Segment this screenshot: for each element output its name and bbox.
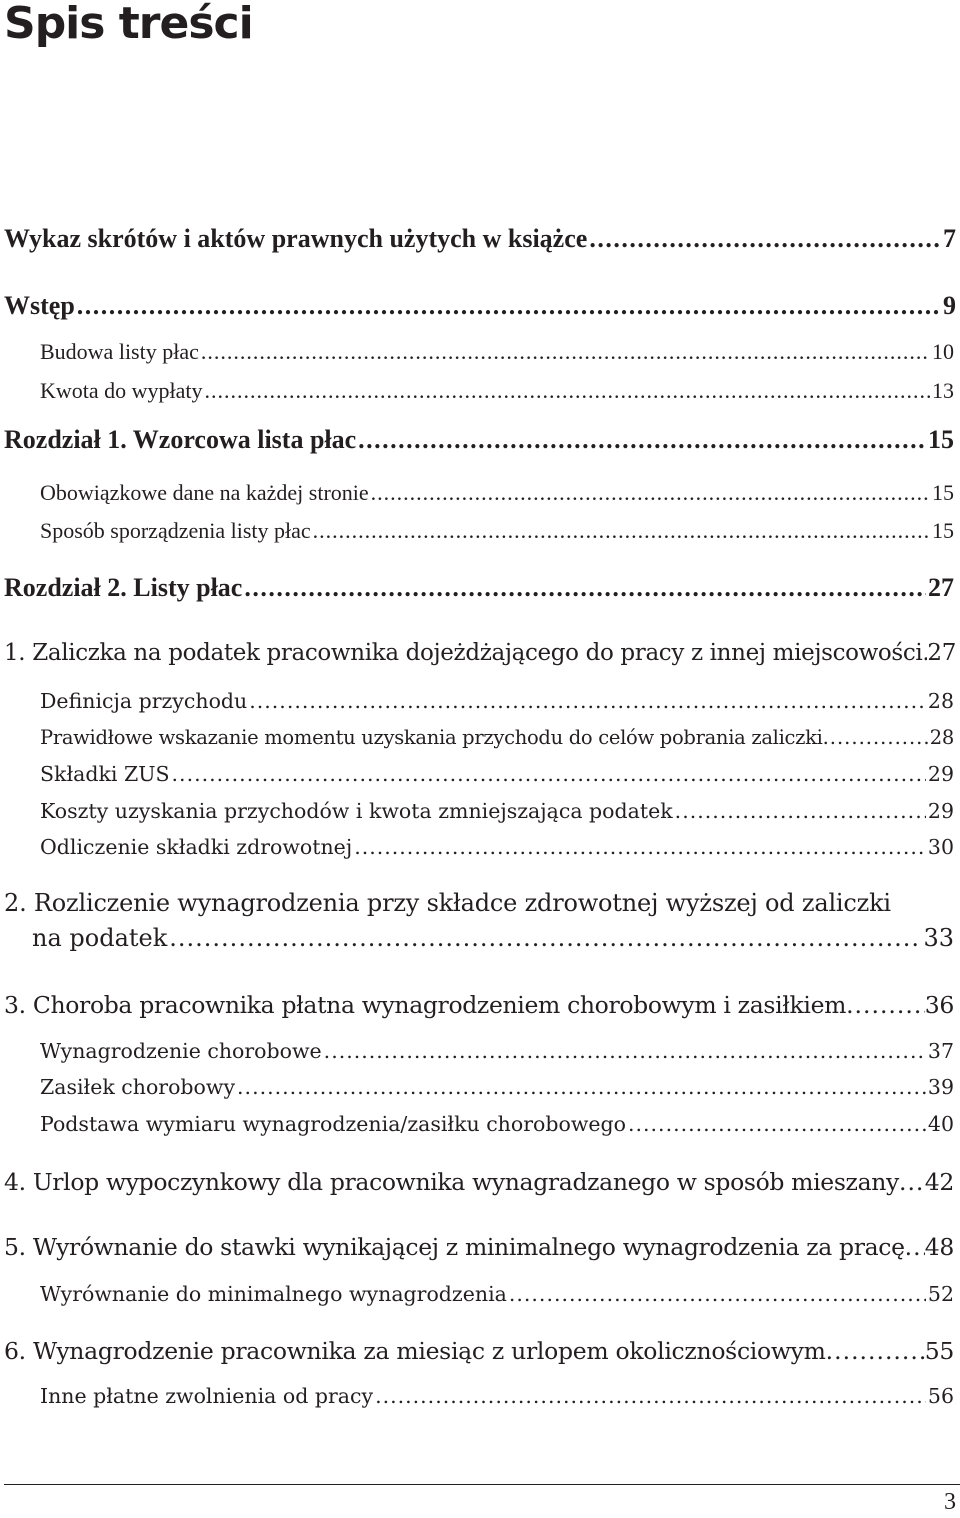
toc-leader-dots: [899, 1169, 925, 1196]
toc-entry-label: Kwota do wypłaty: [40, 378, 203, 403]
toc-entry-label: Rozdział 2. Listy płac: [4, 573, 243, 602]
toc-entry[interactable]: [4, 224, 956, 254]
toc-entry[interactable]: [40, 518, 954, 543]
toc-entry-page: 15: [932, 518, 954, 543]
toc-entry-label: Sposób sporządzenia listy płac: [40, 518, 311, 543]
toc-entry[interactable]: [32, 925, 954, 953]
page-number: 3: [944, 1489, 956, 1515]
toc-entry-label: Wykaz skrótów i aktów prawnych użytych w książce: [4, 224, 588, 253]
toc-entry-page: 55: [924, 1338, 954, 1365]
toc-entry-page: 39: [927, 1076, 954, 1099]
toc-leader-dots: [313, 518, 930, 543]
toc-leader-dots: [905, 1234, 925, 1261]
toc-leader-dots: [371, 480, 930, 505]
toc-entry-page: 52: [927, 1283, 954, 1306]
toc-entry[interactable]: [4, 1338, 954, 1365]
toc-entry-page: 15: [928, 425, 954, 454]
toc-entry[interactable]: [40, 800, 954, 824]
toc-entry-label: Wstęp: [4, 291, 75, 320]
toc-entry-label: Koszty uzyskania przychodów i kwota zmniejszająca podatek: [40, 800, 673, 823]
toc-leader-dots: [675, 800, 926, 824]
toc-leader-dots: [846, 992, 925, 1019]
toc-entry-label: Inne płatne zwolnienia od pracy: [40, 1385, 374, 1408]
toc-entry[interactable]: [40, 480, 954, 505]
toc-entry-page: 56: [927, 1385, 954, 1408]
toc-leader-dots: [823, 727, 930, 749]
toc-entry[interactable]: [40, 1040, 954, 1064]
toc-leader-dots: [589, 224, 941, 254]
toc-leader-dots: [354, 836, 926, 860]
toc-entry-label: Odliczenie składki zdrowotnej: [40, 836, 353, 859]
toc-entry-label: Definicja przychodu: [40, 690, 248, 713]
footer-divider: [4, 1484, 960, 1485]
toc-entry-label: Prawidłowe wskazanie momentu uzyskania przychodu do celów pobrania zaliczki: [40, 727, 823, 749]
toc-entry-page: 42: [924, 1169, 954, 1196]
toc-leader-dots: [237, 1076, 926, 1100]
toc-entry-page: 29: [927, 763, 954, 786]
toc-leader-dots: [244, 573, 926, 603]
toc-entry-page: 7: [943, 224, 956, 253]
toc-leader-dots: [375, 1385, 926, 1409]
toc-entry-page: 37: [927, 1040, 954, 1063]
toc-entry-page: 27: [928, 573, 954, 602]
toc-entry[interactable]: [4, 1234, 954, 1261]
toc-entry-label: Wyrównanie do minimalnego wynagrodzenia: [40, 1283, 507, 1306]
toc-entry-label: Wynagrodzenie chorobowe: [40, 1040, 322, 1063]
toc-entry[interactable]: [40, 1385, 954, 1409]
toc-entry[interactable]: [40, 763, 954, 787]
toc-entry-page: 36: [924, 992, 954, 1019]
toc-leader-dots: [172, 763, 926, 787]
toc-entry[interactable]: [40, 1113, 954, 1137]
toc-leader-dots: [628, 1113, 926, 1137]
toc-entry-page: 40: [927, 1113, 954, 1136]
toc-entry[interactable]: [4, 640, 956, 666]
toc-entry-page: 28: [927, 690, 954, 713]
toc-entry[interactable]: [4, 1169, 954, 1196]
toc-entry-label: Zasiłek chorobowy: [40, 1076, 236, 1099]
toc-entry-page: 28: [929, 727, 954, 749]
toc-entry[interactable]: [40, 836, 954, 860]
toc-entry-label: Obowiązkowe dane na każdej stronie: [40, 480, 369, 505]
toc-leader-dots: [509, 1283, 926, 1307]
toc-entry-page: 27: [927, 640, 956, 666]
toc-entry-page: 33: [923, 925, 954, 952]
toc-entry-page: 13: [932, 378, 954, 403]
toc-entry-page: 9: [943, 291, 956, 320]
toc-entry-page: 29: [927, 800, 954, 823]
toc-entry[interactable]: [40, 378, 954, 403]
toc-leader-dots: [169, 925, 921, 953]
toc-entry-page: 10: [932, 339, 954, 364]
toc-entry-page: 30: [927, 836, 954, 859]
toc-entry[interactable]: [4, 291, 956, 321]
toc-entry[interactable]: [40, 1076, 954, 1100]
toc-entry[interactable]: [4, 573, 954, 603]
toc-entry[interactable]: [40, 1283, 954, 1307]
toc-entry-first-line[interactable]: 2. Rozliczenie wynagrodzenia przy składce zdrowotnej wyższej od zaliczki: [4, 889, 891, 917]
toc-entry[interactable]: [40, 727, 954, 749]
toc-entry-label: 3. Choroba pracownika płatna wynagrodzeniem chorobowym i zasiłkiem: [4, 992, 847, 1019]
toc-entry-label: Podstawa wymiaru wynagrodzenia/zasiłku chorobowego: [40, 1113, 626, 1136]
toc-entry-label: 4. Urlop wypoczynkowy dla pracownika wynagradzanego w sposób mieszany: [4, 1169, 899, 1196]
toc-entry[interactable]: [40, 690, 954, 714]
toc-entry-label: 6. Wynagrodzenie pracownika za miesiąc z urlopem okolicznościowym: [4, 1338, 826, 1365]
page-title: Spis treści: [4, 0, 253, 49]
toc-leader-dots: [249, 690, 926, 714]
toc-entry[interactable]: [40, 339, 954, 364]
toc-entry[interactable]: [4, 992, 954, 1019]
toc-entry-label: Budowa listy płac: [40, 339, 199, 364]
toc-leader-dots: [77, 291, 941, 321]
toc-leader-dots: [826, 1338, 925, 1365]
toc-entry-label: Rozdział 1. Wzorcowa lista płac: [4, 425, 357, 454]
toc-entry-label: Składki ZUS: [40, 763, 170, 786]
toc-leader-dots: [201, 339, 930, 364]
toc-leader-dots: [358, 425, 926, 455]
toc-entry-label: na podatek: [32, 925, 168, 952]
toc-entry-label: 1. Zaliczka na podatek pracownika dojeżdżającego do pracy z innej miejscowości: [4, 640, 923, 666]
toc-entry-page: 48: [924, 1234, 954, 1261]
toc-entry[interactable]: [4, 425, 954, 455]
toc-entry-page: 15: [932, 480, 954, 505]
toc-entry-label: 5. Wyrównanie do stawki wynikającej z minimalnego wynagrodzenia za pracę: [4, 1234, 905, 1261]
toc-leader-dots: [324, 1040, 926, 1064]
toc-leader-dots: [205, 378, 930, 403]
